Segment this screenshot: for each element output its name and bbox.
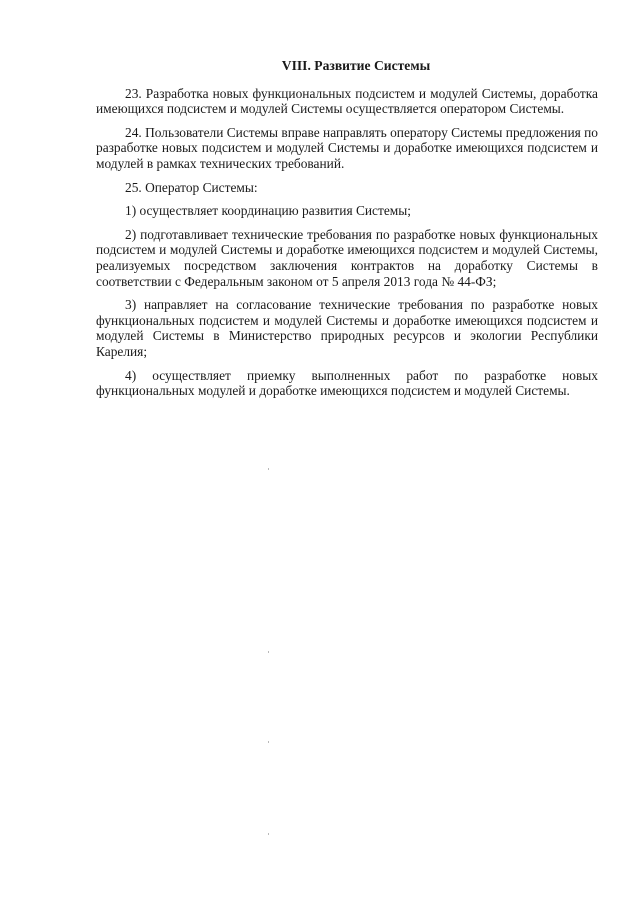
scan-speck [268, 651, 269, 653]
list-item-2: 2) подготавливает технические требования по разработке новых функциональных подсистем и модулей Системы и доработке имеющихся подсистем и модулей Системы, реализуемых посредством заключения контрактов на доработку Системы в соответствии с Федеральным законом от 5 апреля 2013 года № 44-ФЗ; [96, 226, 598, 289]
scan-speck [268, 741, 269, 743]
scan-speck [268, 833, 269, 835]
paragraph-25: 25. Оператор Системы: [125, 179, 258, 195]
paragraph-24: 24. Пользователи Системы вправе направлять оператору Системы предложения по разработке новых подсистем и модулей Системы и доработке имеющихся подсистем и модулей в рамках технических требований. [96, 124, 598, 171]
list-item-3: 3) направляет на согласование технические требования по разработке новых функциональных подсистем и модулей Системы и доработке имеющихся подсистем и модулей Системы в Министерство природных ресурсов и экологии Республики Карелия; [96, 297, 598, 359]
document-body [96, 58, 598, 407]
scan-speck [268, 468, 269, 470]
list-item-4: 4) осуществляет приемку выполненных работ по разработке новых функциональных модулей и доработке имеющихся подсистем и модулей Системы. [96, 367, 598, 399]
list-item-1: 1) осуществляет координацию развития Системы; [125, 203, 411, 219]
paragraph-23: 23. Разработка новых функциональных подсистем и модулей Системы, доработка имеющихся подсистем и модулей Системы осуществляется оператором Системы. [96, 85, 598, 117]
section-heading: VIII. Развитие Системы [281, 58, 431, 73]
